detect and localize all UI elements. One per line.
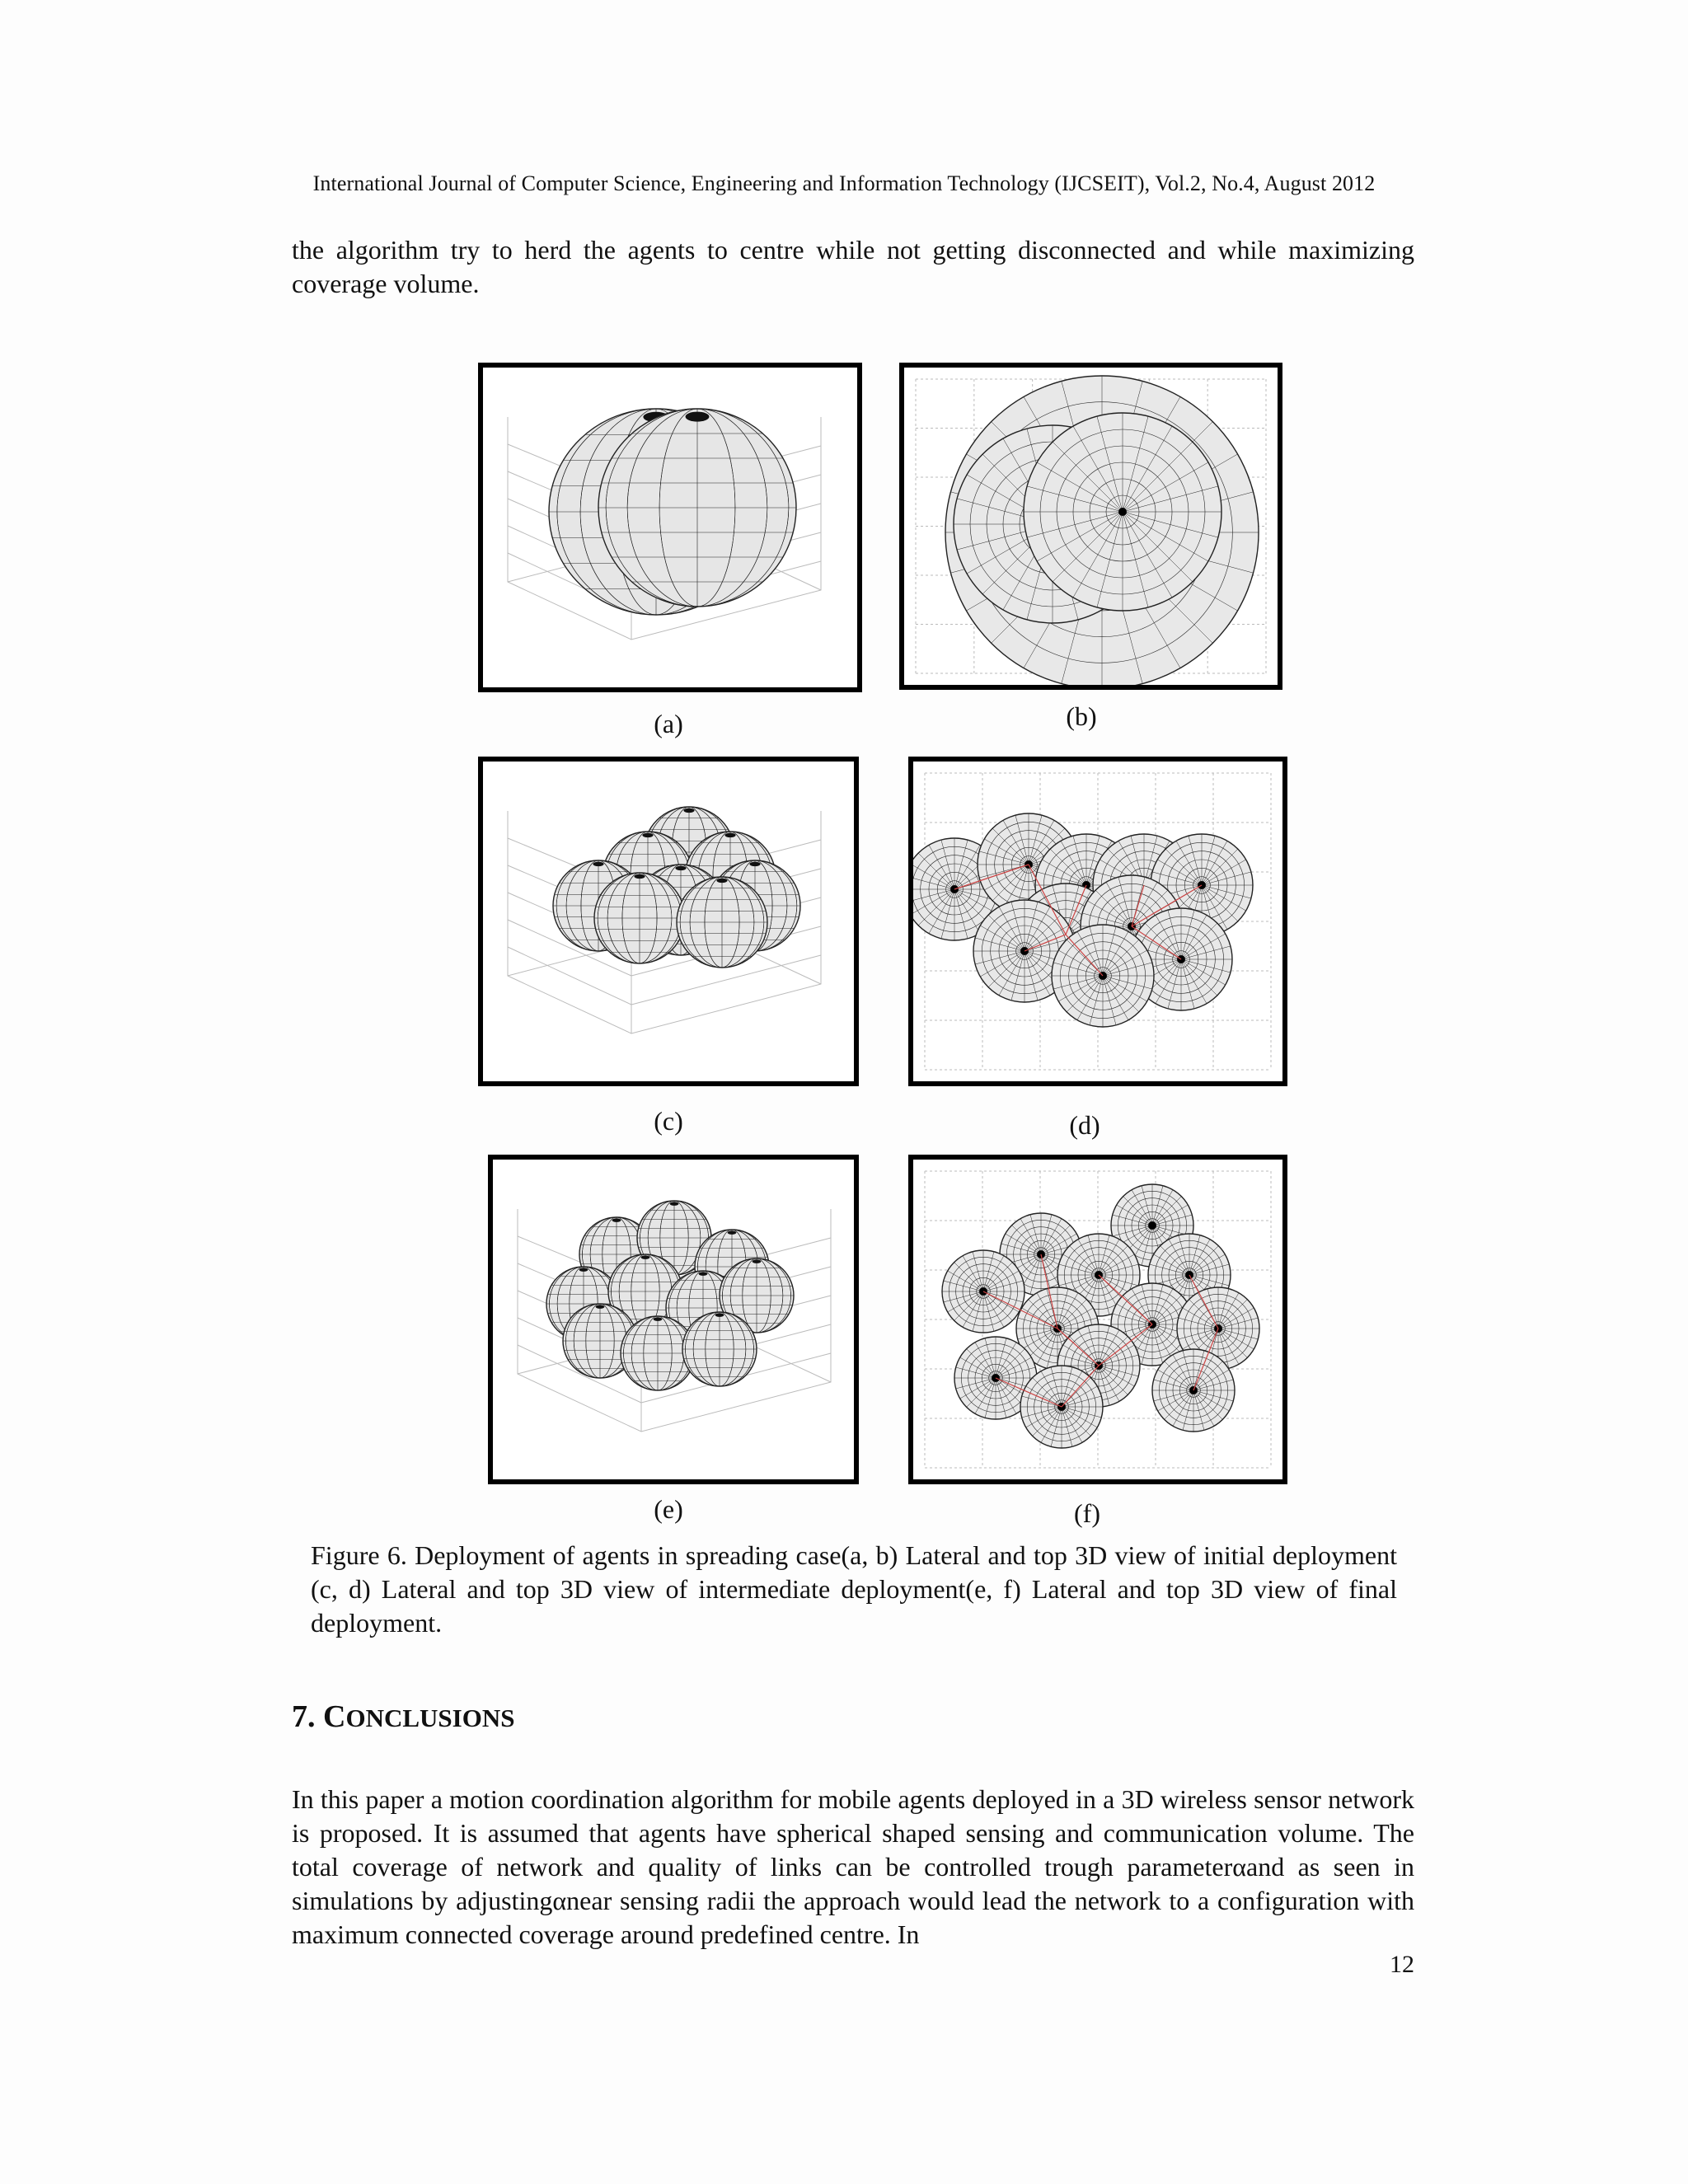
panel-label-d: (d) [1069,1110,1100,1140]
agent-sphere [1024,413,1221,611]
figure-panel-e [488,1155,859,1484]
conclusion-paragraph: In this paper a motion coordination algorithm for mobile agents deployed in a 3D wireless sensor network is proposed. It is assumed that agents have spherical shaped sensing and communication volume. The total coverage of network and quality of links can be controlled trough parameterαand as seen in simulations by adjustingαnear sensing radii the approach would lead the network to a configuration with maximum connected coverage around predefined centre. In [292,1784,1414,1949]
figure-panel-b [899,363,1282,690]
figure-panel-d [908,757,1287,1086]
intro-paragraph: the algorithm try to herd the agents to centre while not getting disconnected and while maximizing coverage volume. [292,235,1414,298]
section-heading [292,1699,514,1735]
figure-panel-a [478,363,862,692]
figure-panel-f [908,1155,1287,1484]
panel-label-c: (c) [654,1106,683,1136]
panel-d-plot [913,762,1282,1081]
section-title-initial: C [323,1699,346,1734]
panel-a-plot [483,368,857,687]
figure-caption: Figure 6. Deployment of agents in spreading case(a, b) Lateral and top 3D view of initial deployment (c, d) Lateral and top 3D view of intermediate deployment(e, f) Lateral and top 3D view of final deployment. [311,1540,1397,1638]
agent-sphere [598,409,796,607]
figure-panel-c [478,757,859,1086]
panel-label-e: (e) [654,1494,683,1524]
section-title-rest: ONCLUSIONS [345,1704,515,1732]
section-number: 7. [292,1699,316,1734]
agent-sphere [594,873,685,963]
panel-label-b: (b) [1066,701,1097,731]
agent-sphere [677,877,767,968]
panel-label-f: (f) [1074,1498,1100,1528]
running-header: International Journal of Computer Science, Engineering and Information Technology (IJCSEIT), Vol.2, No.4, August 2012 [312,171,1376,195]
agent-sphere [682,1312,757,1386]
panel-b-plot [904,368,1278,685]
page-number: 12 [1390,1951,1414,1978]
panel-f-plot [913,1160,1282,1479]
panel-label-a: (a) [654,709,683,738]
panel-e-plot [493,1160,854,1479]
panel-c-plot [483,762,854,1081]
